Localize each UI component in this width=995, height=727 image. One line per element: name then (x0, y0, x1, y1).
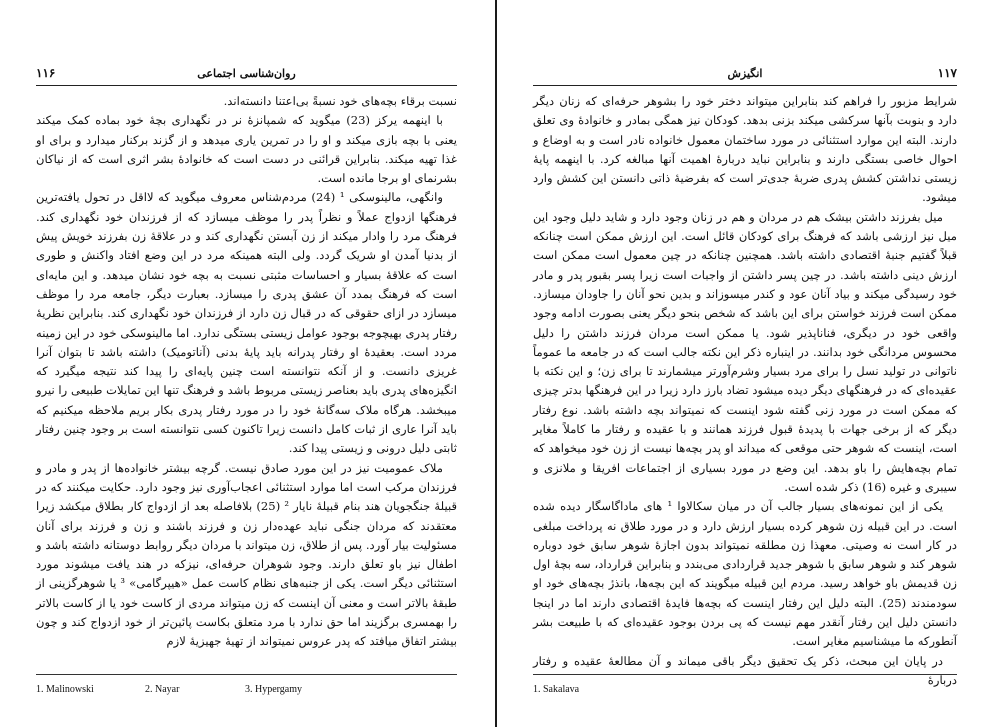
left-paragraph-1: نسبت برقاء بچه‌های خود نسبةً بی‌اعتنا دانسته‌اند. (223, 94, 457, 108)
right-footnote-1: 1. Sakalava (533, 684, 580, 695)
left-footnote-3: 3. Hypergamy (245, 684, 303, 695)
left-header-rule (36, 85, 457, 86)
right-header-rule (533, 85, 957, 86)
right-paragraph-2: میل بفرزند داشتن بیشک هم در مردان و هم در زنان وجود دارد و شاید دلیل وجود این میل نیز ارزشی باشد که فرهنگ برای کودکان قائل است. این ارزش ممکن است چنانکه قبلاً گفتیم جنبهٔ اقتصادی داشته باشد. همچنین چنانکه در چین معمول است ممکن است ارزش دینی داشته باشد. در چین پسر داشتن از واجبات است زیرا پسر بقبور پدر و مادر خود رسیدگی میکند و بیاد آنان عود و کندر میسوزاند و بدین نحو آنان را جاودان میسازد. ممکن است فرزند خواستن برای این باشد که شخص بنحو دیگر یعنی بصورت ادامه وجود واقعی خود در دیگری، فناناپذیر شود. یا ممکن است مردان فرزند داشتن را دلیل محسوس مردانگی خود بدانند. در اینباره ذکر این نکته جالب است که در جامعه ما عموماً ناتوانی در تولید نسل را برای مرد بسیار وشرم‌آورتر میشمارند تا برای زن؛ و این نکته با عقیده‌ای که در فرهنگهای دیگر دیده میشود تضاد بارز دارد زیرا در این فرهنگها بدتر چیزی که ممکن است در مورد زنی گفته شود اینست که نمیتواند بچه داشته باشد. نوع رفتار دیگر که از برخی جهات با پدیدهٔ قبول فرزند همانند و با عقیده و رفتار ما کاملاً مغایر است، اینست که شوهر حتی موقعی که میداند او پدر بچه‌ها نیست از زن خود میخواهد که تمام بچه‌هایش را باو بدهد. این وضع در مورد بسیاری از اجتماعات افریقا و ملانزی و سیبری و غیره (16) ذکر شده است. (533, 209, 957, 494)
left-footnote-rule (36, 674, 457, 675)
right-footnote-rule (533, 674, 957, 675)
left-running-title: روان‌شناسی اجتماعی (197, 67, 296, 80)
right-page-number: ۱۱۷ (937, 66, 957, 80)
left-page (0, 0, 495, 727)
right-paragraph-4: در پایان این مبحث، ذکر یک تحقیق دیگر باقی میماند و آن مطالعهٔ عقیده و رفتار دربارهٔ (533, 653, 957, 687)
left-footnote-2: 2. Nayar (145, 684, 180, 695)
left-paragraph-4: ملاک عمومیت نیز در این مورد صادق نیست. گرچه بیشتر خانواده‌ها از پدر و مادر و فرزندان مرکب است اما موارد استثنائی اعجاب‌آوری نیز وجود دارد. حکایت میکنند که در قبیلهٔ جنگجویان هند بنام قبیلهٔ نایار ² (25) بلافاصله بعد از ازدواج کار بطلاق میکشد زیرا معتقدند که مردان جنگی نباید عهده‌دار زن و فرزند باشند و زن و فرزند برای آنان مسئولیت بیار آورد. پس از طلاق، زن میتواند با مردان دیگر روابط دوستانه داشته باشد و اطفال نیز باو تعلق دارند. وجود شوهران حرفه‌ای، نیزکه در هند یافت میشوند مورد استثنائی دیگر است. یکی از جنبه‌های نظام کاست عمل «هیپرگامی» ³ یا شوهرگزینی از طبقهٔ بالاتر است و معنی آن اینست که زن میتواند مردی از کاست خود یا از کاست بالاتر را بهمسری برگزیند اما حق ندارد با مرد متعلق بکاست پائین‌تر از خود ازدواج کند و چون بیشتر اتفاق میافتد که پدر عروس نمیتواند از تهیهٔ جهیزیهٔ لازم (36, 460, 458, 649)
right-body-text (533, 92, 957, 687)
right-paragraph-1: شرایط مزبور را فراهم کند بنابراین میتواند دختر خود را بشوهر حرفه‌ای که زنان دیگر دارد و بنوبت بآنها سرکشی میکند بزنی بدهد. کودکان نیز همگی بمادر و خانوادهٔ وی تعلق دارند. البته این موارد استثنائی در مورد ساختمان معمول خانواده نادر است و به اوضاع و احوال خاصی بستگی دارند و بنابراین نباید دربارهٔ اهمیت آنها مبالغه کرد. با اینهمه پایهٔ زیستی نداشتن کشش پدری ضربهٔ جدی‌تر است که بفرضیهٔ ذاتی دانستن این کشش وارد میشود. (533, 94, 957, 205)
right-paragraph-3: یکی از این نمونه‌های بسیار جالب آن در میان سکالاوا ¹ های ماداگاسگار دیده شده است. در این قبیله زن شوهر کرده بسیار ارزش دارد و در مورد طلاق نه پرداخت مبلغی در کار است نه وصیتی. معهذا زن مطلقه نمیتواند بدون اجازهٔ شوهر سابق خود دوباره شوهر کند و شوهر سابق با شوهر جدید قراردادی می‌بندد و بنابراین قرارداد، سه بچهٔ اول زن قدیمش باو خواهد رسید. مردم این قبیله میگویند که این بچه‌ها، بانذرٔ بچه‌های خود او سودمندند (25). البته دلیل این رفتار اینست که بچه‌ها فایدهٔ اقتصادی دارند اما در اینجا دانستن دلیل این رفتار آنقدر مهم نیست که پی بردن بوجود عقیده‌ای که با طبیعت بشر آنطورکه ما میشناسیم مغایر است. (533, 499, 957, 649)
right-page (497, 0, 995, 727)
right-running-title: انگیزش (727, 67, 763, 80)
left-footnote-1: 1. Malinowski (36, 684, 94, 695)
left-body-text (36, 92, 457, 652)
left-page-header (36, 66, 457, 82)
left-paragraph-3: وانگهی، مالینوسکی ¹ (24) مردم‌شناس معروف میگوید که لااقل در تحول یافته‌ترین فرهنگها ازدواج عملاً و نظراً پدر را موظف میسازد که از فرزندان خود نگهداری کند. فرهنگ مرد را وادار میکند از زن آبستن نگهداری کند و در علاقهٔ زن بفرزند خویش پیش از بدنیا آمدن او شریک گردد. ولی البته همینکه مرد در این وضع افتاد واکنش و طوری است که علاقهٔ بسیار و احساسات مثبتی نسبت به بچه خود نشان میدهد. و این مایه‌ای است که فرهنگ بمدد آن عشق پدری را میسازد. بعبارت دیگر، جامعه مرد را موظف میسازد در ازای حقوقی که در قبال زن دارد از فرزندان خود نگهداری کند. بنابراین نظریهٔ رفتار پدری بهیچوجه بوجود عوامل زیستی بستگی ندارد. اما مالینوسکی خود در این زمینه مردد است. بعقیدهٔ او رفتار پدرانه باید پایهٔ بدنی (آناتومیک) داشته باشد تا بتوان آنرا غریزی دانست. و از آنکه نتوانسته است چنین پایه‌ای را پیدا کند نتیجه میگیرد که انگیزه‌های پدری باید بعناصر زیستی مربوط باشد و فرهنگ تنها این تمایلات طبیعی را نیرو میبخشد. هرگاه ملاک سه‌گانهٔ خود را در مورد رفتار پدری بکار بریم ملاحظه میکنیم که باید آنرا عاری از ثبات کامل دانست زیرا تاکنون کسی نتوانسته است بر وجود چنین رفتار ثابتی دلیل درونی و زیستی پیدا کند. (36, 190, 457, 456)
right-page-header (533, 66, 957, 82)
left-paragraph-2: با اینهمه یرکز (23) میگوید که شمپانزهٔ نر در نگهداری بچهٔ خود بماده کمک میکند یعنی با بچه بازی میکند و او را در تمرین یاری میدهد و از گزند برکنار میدارد و برای او غذا تهیه میکند. بنابراین قرائنی در دست است که خانوادهٔ بشر اثری است که از نیاکان بشرنمای او برجا مانده است. (36, 113, 457, 186)
left-page-number: ۱۱۶ (36, 66, 56, 80)
